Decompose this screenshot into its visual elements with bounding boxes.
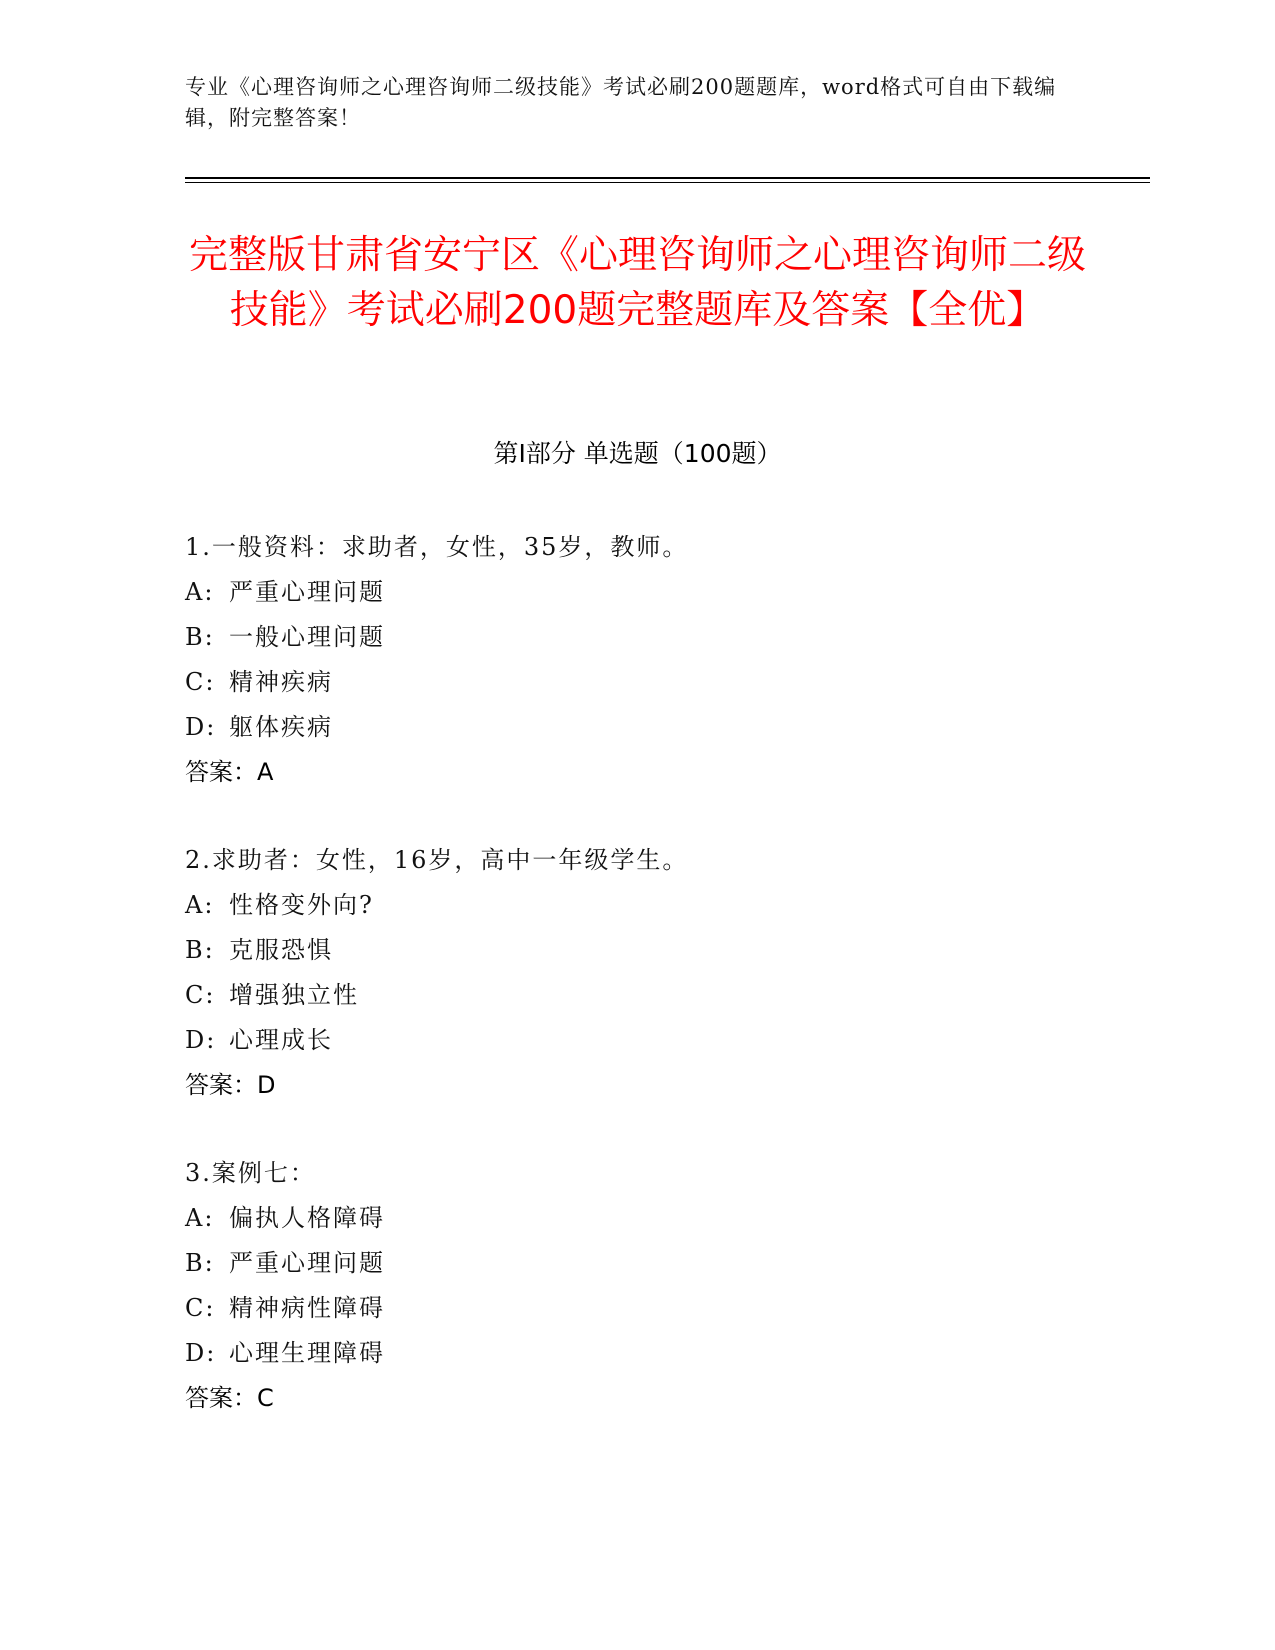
option-text: 精神疾病 — [229, 668, 333, 696]
option-text: 严重心理问题 — [229, 1249, 385, 1277]
answer-value: D — [257, 1071, 276, 1099]
answer-value: C — [257, 1384, 274, 1412]
question-3 — [185, 1151, 1085, 1421]
option-text: 严重心理问题 — [229, 578, 385, 606]
header-divider-thin — [185, 182, 1150, 183]
option-label: D: — [185, 1339, 217, 1367]
option-text: 增强独立性 — [229, 981, 359, 1009]
answer-prefix: 答案： — [185, 758, 257, 786]
answer-value: A — [257, 758, 274, 786]
option-a — [185, 883, 1085, 928]
option-label: B: — [185, 936, 215, 964]
option-b — [185, 615, 1085, 660]
option-label: A: — [185, 1204, 215, 1232]
option-d — [185, 1331, 1085, 1376]
option-label: B: — [185, 1249, 215, 1277]
option-text: 心理成长 — [229, 1026, 333, 1054]
question-2 — [185, 838, 1085, 1108]
answer-line — [185, 1376, 1085, 1421]
option-label: A: — [185, 578, 215, 606]
option-b — [185, 1241, 1085, 1286]
document-title: 完整版甘肃省安宁区《心理咨询师之心理咨询师二级技能》考试必刷200题完整题库及答案【全优】 — [188, 233, 1086, 333]
option-c — [185, 973, 1085, 1018]
option-d — [185, 1018, 1085, 1063]
option-text: 精神病性障碍 — [229, 1294, 385, 1322]
answer-line — [185, 1063, 1085, 1108]
header-divider-thick — [185, 177, 1150, 179]
option-text: 偏执人格障碍 — [229, 1204, 385, 1232]
option-text: 心理生理障碍 — [229, 1339, 385, 1367]
option-c — [185, 1286, 1085, 1331]
question-stem: 2.求助者：女性，16岁，高中一年级学生。 — [185, 846, 689, 874]
question-1 — [185, 525, 1085, 795]
option-label: A: — [185, 891, 215, 919]
question-stem: 1.一般资料：求助者，女性，35岁，教师。 — [185, 533, 689, 561]
option-text: 性格变外向? — [229, 891, 374, 919]
option-label: C: — [185, 668, 216, 696]
option-text: 躯体疾病 — [229, 713, 333, 741]
answer-prefix: 答案： — [185, 1071, 257, 1099]
option-b — [185, 928, 1085, 973]
answer-line — [185, 750, 1085, 795]
option-label: D: — [185, 1026, 217, 1054]
option-label: C: — [185, 981, 216, 1009]
question-stem: 3.案例七： — [185, 1159, 316, 1187]
option-d — [185, 705, 1085, 750]
option-text: 克服恐惧 — [229, 936, 333, 964]
option-a — [185, 1196, 1085, 1241]
option-a — [185, 570, 1085, 615]
section-heading: 第Ⅰ部分 单选题（100题） — [493, 439, 782, 468]
option-label: C: — [185, 1294, 216, 1322]
header-note: 专业《心理咨询师之心理咨询师二级技能》考试必刷200题题库，word格式可自由下载编辑，附完整答案！ — [185, 75, 1057, 130]
option-text: 一般心理问题 — [229, 623, 385, 651]
option-c — [185, 660, 1085, 705]
answer-prefix: 答案： — [185, 1384, 257, 1412]
option-label: B: — [185, 623, 215, 651]
option-label: D: — [185, 713, 217, 741]
question-list — [185, 525, 1085, 1464]
